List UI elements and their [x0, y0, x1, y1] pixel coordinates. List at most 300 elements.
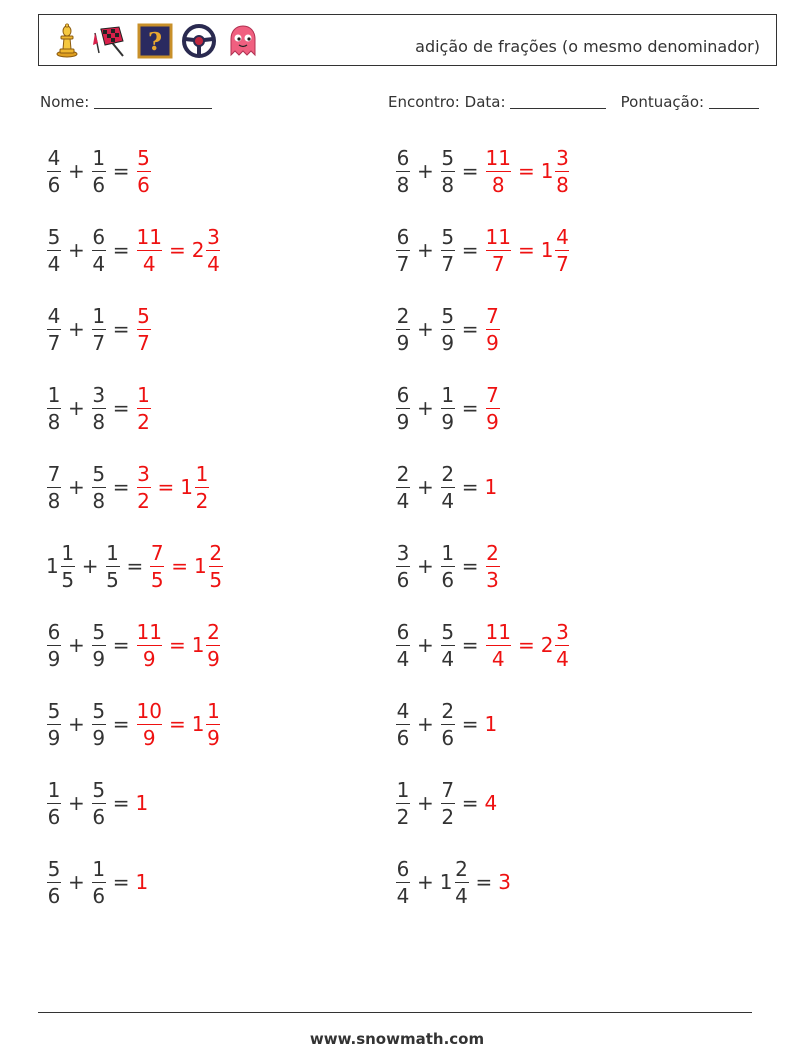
- whole-number: 1: [540, 238, 554, 262]
- answer-value: [498, 870, 512, 894]
- whole-number: 1: [540, 159, 554, 183]
- denominator: 8: [396, 172, 410, 197]
- numerator: 5: [137, 145, 150, 170]
- problem-row: [395, 143, 570, 199]
- numerator: 2: [455, 856, 468, 881]
- fraction-bar: [486, 566, 500, 567]
- question-box-icon: [137, 23, 173, 59]
- numerator: 11: [136, 619, 162, 644]
- denominator: 2: [195, 488, 209, 513]
- fraction: [137, 304, 151, 355]
- fraction-bar: [441, 487, 455, 488]
- denominator: 6: [47, 804, 61, 829]
- addend-1: [395, 778, 411, 829]
- numerator: 5: [92, 777, 106, 802]
- problem-row: [46, 380, 152, 436]
- problem-row: [395, 538, 501, 594]
- problem-row: [395, 380, 501, 436]
- addend-1: [46, 778, 62, 829]
- equals-sign: =: [112, 712, 130, 736]
- numerator: 1: [61, 540, 75, 565]
- fraction-bar: [555, 645, 569, 646]
- fraction: [396, 383, 410, 434]
- numerator: 1: [92, 856, 106, 881]
- chess-bishop-icon: [49, 23, 85, 59]
- score-blank[interactable]: [709, 93, 759, 109]
- numerator: 6: [47, 619, 61, 644]
- fraction: [441, 304, 455, 355]
- answer: [485, 146, 571, 197]
- whole-number: 1: [194, 554, 207, 578]
- fraction: [555, 225, 569, 276]
- answer: [498, 870, 512, 894]
- plus-sign: +: [417, 396, 434, 420]
- answer-value: [485, 225, 512, 276]
- answer: [485, 620, 571, 671]
- plus-sign: +: [417, 238, 434, 262]
- fraction: [195, 462, 209, 513]
- denominator: 9: [92, 725, 106, 750]
- problem-row: [395, 775, 498, 831]
- numerator: 2: [207, 619, 220, 644]
- answer-value: [485, 791, 499, 815]
- answer-equals-sign: =: [517, 159, 535, 183]
- fraction: [92, 778, 106, 829]
- fraction: [92, 857, 106, 908]
- fraction: [150, 541, 164, 592]
- denominator: 7: [137, 330, 150, 355]
- equals-sign: =: [126, 554, 144, 578]
- fraction: [92, 620, 106, 671]
- denominator: 4: [455, 883, 468, 908]
- answer-equals-sign: =: [517, 238, 535, 262]
- fraction-bar: [396, 408, 410, 409]
- fraction-bar: [92, 487, 106, 488]
- denominator: 7: [396, 251, 410, 276]
- answer-value: [136, 462, 152, 513]
- answer-value: [485, 146, 512, 197]
- whole-number: 1: [46, 554, 59, 578]
- denominator: 4: [441, 488, 455, 513]
- numerator: 2: [441, 461, 455, 486]
- numerator: 5: [47, 224, 61, 249]
- numerator: 4: [47, 145, 61, 170]
- fraction-bar: [441, 724, 455, 725]
- fraction: [441, 699, 455, 750]
- addend-2: [91, 304, 107, 355]
- answer-value: [485, 475, 499, 499]
- equals-sign: =: [461, 159, 479, 183]
- fraction: [92, 699, 106, 750]
- fraction: [137, 462, 151, 513]
- denominator: 8: [47, 409, 61, 434]
- fraction: [396, 225, 410, 276]
- denominator: 9: [441, 330, 455, 355]
- fraction: [396, 620, 410, 671]
- denominator: 5: [106, 567, 119, 592]
- fraction: [555, 146, 569, 197]
- problem-row: [46, 222, 221, 278]
- fraction-bar: [396, 645, 410, 646]
- answer: [136, 146, 152, 197]
- fraction: [441, 620, 455, 671]
- fraction: [47, 462, 61, 513]
- denominator: 9: [47, 725, 61, 750]
- addend-1: [46, 620, 62, 671]
- denominator: 6: [47, 172, 61, 197]
- date-blank[interactable]: [510, 93, 606, 109]
- answer-value: [485, 541, 501, 592]
- name-blank[interactable]: [94, 93, 212, 109]
- numerator: 3: [556, 619, 569, 644]
- fraction: [441, 225, 455, 276]
- numerator: 7: [486, 382, 499, 407]
- fraction: [47, 857, 61, 908]
- answer-value: [136, 383, 152, 434]
- denominator: 5: [209, 567, 223, 592]
- numerator: 2: [209, 540, 223, 565]
- fraction: [441, 778, 455, 829]
- fraction: [486, 620, 511, 671]
- svg-text:?: ?: [147, 27, 163, 56]
- numerator: 5: [441, 619, 455, 644]
- plus-sign: +: [417, 633, 434, 657]
- meeting-label: Encontro:: [388, 93, 460, 111]
- fraction: [441, 146, 455, 197]
- fraction-bar: [441, 645, 455, 646]
- denominator: 9: [142, 646, 156, 671]
- fraction: [137, 699, 162, 750]
- numerator: 1: [441, 540, 455, 565]
- fraction: [137, 225, 162, 276]
- fraction: [47, 778, 61, 829]
- answer: [149, 541, 224, 592]
- answer-mixed-number: [192, 225, 222, 276]
- answer: [136, 620, 222, 671]
- answer: [485, 304, 501, 355]
- addend-2: [91, 225, 107, 276]
- fraction-bar: [396, 803, 410, 804]
- numerator: 5: [137, 303, 150, 328]
- answer: [136, 304, 152, 355]
- answer-value: [136, 620, 163, 671]
- answer: [485, 475, 499, 499]
- fraction: [47, 699, 61, 750]
- fraction: [137, 383, 151, 434]
- addend-1: [395, 304, 411, 355]
- fraction-bar: [106, 566, 120, 567]
- fraction-bar: [150, 566, 164, 567]
- equals-sign: =: [112, 791, 130, 815]
- numerator: 2: [396, 461, 410, 486]
- fraction-bar: [47, 645, 61, 646]
- fraction-bar: [396, 250, 410, 251]
- answer-mixed-number: [192, 699, 222, 750]
- fraction-bar: [441, 171, 455, 172]
- fraction-bar: [486, 645, 511, 646]
- denominator: 9: [486, 330, 499, 355]
- denominator: 9: [396, 330, 410, 355]
- fraction: [455, 857, 469, 908]
- denominator: 7: [491, 251, 505, 276]
- whole-number: 2: [540, 633, 554, 657]
- plus-sign: +: [417, 791, 434, 815]
- fraction-bar: [486, 171, 511, 172]
- fraction-bar: [92, 329, 106, 330]
- equals-sign: =: [112, 159, 130, 183]
- numerator: 5: [441, 303, 455, 328]
- fraction-bar: [137, 250, 162, 251]
- plus-sign: +: [68, 396, 85, 420]
- fraction: [137, 620, 162, 671]
- fraction: [47, 383, 61, 434]
- denominator: 6: [47, 883, 61, 908]
- denominator: 4: [207, 251, 220, 276]
- numerator: 5: [441, 224, 455, 249]
- equals-sign: =: [112, 396, 130, 420]
- denominator: 6: [92, 172, 106, 197]
- addend-2: [91, 620, 107, 671]
- answer-equals-sign: =: [157, 475, 175, 499]
- fraction: [92, 225, 106, 276]
- numerator: 1: [441, 382, 455, 407]
- fraction-bar: [555, 250, 569, 251]
- fraction: [206, 225, 220, 276]
- numerator: 5: [92, 698, 106, 723]
- numerator: 3: [137, 461, 150, 486]
- fraction-bar: [92, 250, 106, 251]
- answer-mixed-number: [541, 146, 571, 197]
- whole-number: 2: [191, 238, 205, 262]
- fraction-bar: [486, 250, 511, 251]
- denominator: 6: [441, 725, 455, 750]
- numerator: 5: [92, 619, 106, 644]
- answer-equals-sign: =: [517, 633, 535, 657]
- equals-sign: =: [461, 791, 479, 815]
- numerator: 5: [47, 856, 61, 881]
- fraction-bar: [396, 487, 410, 488]
- denominator: 9: [396, 409, 410, 434]
- answer-equals-sign: =: [168, 238, 186, 262]
- denominator: 2: [441, 804, 455, 829]
- fraction: [441, 462, 455, 513]
- denominator: 4: [556, 646, 569, 671]
- plus-sign: +: [81, 554, 99, 578]
- numerator: 4: [47, 303, 61, 328]
- ghost-icon: [225, 23, 261, 59]
- plus-sign: +: [417, 159, 434, 183]
- fraction: [47, 146, 61, 197]
- numerator: 4: [556, 224, 569, 249]
- numerator: 6: [396, 856, 410, 881]
- problem-row: [395, 222, 570, 278]
- addend-2: [440, 699, 456, 750]
- answer: [485, 712, 499, 736]
- numerator: 1: [207, 698, 220, 723]
- addend-2: [91, 383, 107, 434]
- addend-2: [440, 857, 470, 908]
- problem-row: [46, 775, 149, 831]
- numerator: 10: [136, 698, 162, 723]
- denominator: 7: [441, 251, 455, 276]
- denominator: 8: [491, 172, 505, 197]
- answer: [485, 791, 499, 815]
- addend-2: [91, 778, 107, 829]
- plus-sign: +: [417, 870, 434, 894]
- denominator: 4: [396, 488, 410, 513]
- answer-value: [136, 870, 150, 894]
- fraction-bar: [396, 724, 410, 725]
- fraction-bar: [441, 803, 455, 804]
- whole-number: 1: [135, 791, 149, 815]
- fraction: [92, 462, 106, 513]
- fraction: [441, 383, 455, 434]
- plus-sign: +: [68, 238, 85, 262]
- fraction-bar: [47, 329, 61, 330]
- denominator: 5: [150, 567, 164, 592]
- addend-2: [91, 699, 107, 750]
- equals-sign: =: [461, 238, 479, 262]
- numerator: 6: [92, 224, 106, 249]
- whole-number: 1: [191, 712, 205, 736]
- addend-1: [395, 146, 411, 197]
- denominator: 8: [556, 172, 569, 197]
- numerator: 6: [396, 145, 410, 170]
- denominator: 4: [491, 646, 505, 671]
- fraction-bar: [455, 882, 469, 883]
- problem-row: [46, 617, 221, 673]
- denominator: 9: [486, 409, 499, 434]
- denominator: 5: [61, 567, 75, 592]
- fraction: [92, 146, 106, 197]
- denominator: 2: [137, 488, 150, 513]
- fraction-bar: [92, 645, 106, 646]
- problem-row: [395, 459, 498, 515]
- addend-1: [46, 541, 76, 592]
- equals-sign: =: [461, 475, 479, 499]
- whole-number: 1: [135, 870, 149, 894]
- fraction: [92, 304, 106, 355]
- date-label: Data:: [464, 93, 506, 111]
- denominator: 4: [396, 883, 410, 908]
- fraction-bar: [47, 171, 61, 172]
- answer-value: [136, 225, 163, 276]
- numerator: 2: [396, 303, 410, 328]
- fraction: [396, 146, 410, 197]
- answer-mixed-number: [180, 462, 210, 513]
- fraction-bar: [92, 803, 106, 804]
- numerator: 1: [47, 777, 61, 802]
- equals-sign: =: [461, 396, 479, 420]
- steering-wheel-icon: [181, 23, 217, 59]
- answer-value: [136, 791, 150, 815]
- equals-sign: =: [112, 238, 130, 262]
- equals-sign: =: [461, 554, 479, 578]
- fraction-bar: [47, 487, 61, 488]
- addend-1: [395, 857, 411, 908]
- fraction: [486, 225, 511, 276]
- denominator: 3: [486, 567, 499, 592]
- numerator: 7: [441, 777, 455, 802]
- answer-value: [136, 146, 152, 197]
- numerator: 3: [556, 145, 569, 170]
- numerator: 5: [47, 698, 61, 723]
- header-icons: [49, 23, 261, 59]
- addend-2: [440, 778, 456, 829]
- problem-row: [46, 301, 152, 357]
- whole-number: 3: [498, 870, 511, 894]
- fraction-bar: [137, 329, 151, 330]
- fraction-bar: [209, 566, 223, 567]
- answer-equals-sign: =: [168, 633, 186, 657]
- fraction-bar: [61, 566, 75, 567]
- fraction-bar: [92, 171, 106, 172]
- fraction-bar: [137, 408, 151, 409]
- addend-1: [395, 383, 411, 434]
- plus-sign: +: [68, 633, 85, 657]
- problem-row: [46, 143, 152, 199]
- fraction-bar: [396, 329, 410, 330]
- fraction: [555, 620, 569, 671]
- fraction-bar: [137, 171, 151, 172]
- fraction: [486, 383, 500, 434]
- plus-sign: +: [417, 317, 434, 341]
- numerator: 5: [92, 461, 106, 486]
- fraction-bar: [195, 487, 209, 488]
- denominator: 9: [92, 646, 106, 671]
- problem-row: [395, 696, 498, 752]
- denominator: 8: [47, 488, 61, 513]
- denominator: 6: [92, 883, 106, 908]
- fraction-bar: [486, 408, 500, 409]
- fraction-bar: [206, 724, 220, 725]
- denominator: 7: [47, 330, 61, 355]
- denominator: 8: [92, 409, 106, 434]
- numerator: 1: [47, 382, 61, 407]
- addend-2: [440, 541, 456, 592]
- plus-sign: +: [68, 317, 85, 341]
- plus-sign: +: [68, 712, 85, 736]
- plus-sign: +: [417, 712, 434, 736]
- fraction: [396, 699, 410, 750]
- name-field: [40, 93, 212, 111]
- fraction: [396, 462, 410, 513]
- denominator: 8: [92, 488, 106, 513]
- answer: [136, 462, 211, 513]
- addend-1: [46, 383, 62, 434]
- problem-row: [46, 696, 221, 752]
- fraction-bar: [441, 250, 455, 251]
- whole-number: 1: [191, 633, 205, 657]
- fraction: [47, 304, 61, 355]
- fraction: [47, 225, 61, 276]
- footer-url: www.snowmath.com: [309, 1030, 485, 1048]
- fraction: [396, 857, 410, 908]
- whole-number: 1: [180, 475, 194, 499]
- answer: [136, 225, 222, 276]
- addend-1: [46, 225, 62, 276]
- numerator: 2: [486, 540, 499, 565]
- answer: [136, 383, 152, 434]
- denominator: 6: [137, 172, 150, 197]
- fraction-bar: [441, 408, 455, 409]
- fraction: [396, 304, 410, 355]
- numerator: 11: [485, 224, 511, 249]
- fraction: [396, 778, 410, 829]
- fraction-bar: [47, 724, 61, 725]
- addend-2: [105, 541, 121, 592]
- addend-2: [440, 146, 456, 197]
